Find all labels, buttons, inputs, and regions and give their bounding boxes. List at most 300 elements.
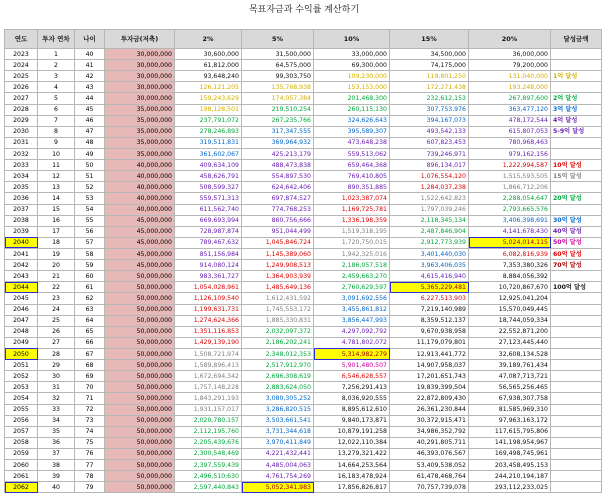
cell-rate-5[interactable]: 624,642,406 — [242, 182, 314, 193]
cell-rate-15[interactable]: 1,284,037,238 — [390, 182, 469, 193]
cell-goal[interactable] — [551, 182, 602, 193]
cell-rate-2[interactable]: 1,054,028,961 — [175, 282, 242, 293]
cell-rate-20[interactable]: 12,925,041,204 — [469, 293, 551, 304]
cell-rate-20[interactable]: 1,866,712,206 — [469, 182, 551, 193]
cell-goal[interactable] — [551, 82, 602, 93]
cell-investment[interactable]: 50,000,000 — [105, 437, 175, 448]
cell-rate-10[interactable]: 33,000,000 — [314, 49, 390, 60]
cell-age[interactable]: 62 — [75, 293, 105, 304]
cell-age[interactable]: 60 — [75, 271, 105, 282]
cell-rate-15[interactable]: 7,219,140,989 — [390, 304, 469, 315]
cell-age[interactable]: 73 — [75, 415, 105, 426]
cell-invest-year[interactable]: 13 — [38, 182, 75, 193]
cell-rate-2[interactable]: 409,634,109 — [175, 160, 242, 171]
cell-rate-10[interactable]: 559,513,062 — [314, 148, 390, 159]
cell-rate-15[interactable]: 61,478,468,764 — [390, 471, 469, 482]
cell-age[interactable]: 44 — [75, 93, 105, 104]
cell-rate-2[interactable]: 278,246,893 — [175, 126, 242, 137]
cell-rate-10[interactable]: 10,879,191,258 — [314, 426, 390, 437]
cell-investment[interactable]: 30,000,000 — [105, 93, 175, 104]
cell-rate-15[interactable]: 3,963,406,035 — [390, 260, 469, 271]
cell-rate-15[interactable]: 34,500,000 — [390, 49, 469, 60]
cell-invest-year[interactable]: 31 — [38, 382, 75, 393]
cell-investment[interactable]: 50,000,000 — [105, 426, 175, 437]
cell-goal[interactable] — [551, 482, 602, 493]
cell-rate-5[interactable]: 135,768,938 — [242, 82, 314, 93]
cell-rate-5[interactable]: 3,503,661,541 — [242, 415, 314, 426]
cell-investment[interactable]: 50,000,000 — [105, 393, 175, 404]
cell-goal[interactable] — [551, 337, 602, 348]
cell-rate-15[interactable]: 9,670,938,958 — [390, 326, 469, 337]
cell-rate-2[interactable]: 851,156,984 — [175, 248, 242, 259]
cell-age[interactable]: 48 — [75, 137, 105, 148]
cell-age[interactable]: 40 — [75, 49, 105, 60]
cell-rate-20[interactable]: 15,570,049,445 — [469, 304, 551, 315]
cell-invest-year[interactable]: 12 — [38, 171, 75, 182]
cell-rate-15[interactable]: 19,839,399,504 — [390, 382, 469, 393]
header-year[interactable]: 연도 — [5, 30, 38, 49]
cell-rate-15[interactable]: 2,912,773,939 — [390, 237, 469, 248]
cell-age[interactable]: 43 — [75, 82, 105, 93]
cell-rate-5[interactable]: 1,745,553,172 — [242, 304, 314, 315]
cell-rate-20[interactable]: 1,222,994,587 — [469, 160, 551, 171]
cell-rate-5[interactable]: 488,473,838 — [242, 160, 314, 171]
cell-goal[interactable]: 15억 달성 — [551, 171, 602, 182]
cell-rate-10[interactable]: 5,314,982,279 — [314, 348, 390, 359]
cell-goal[interactable] — [551, 204, 602, 215]
cell-investment[interactable]: 50,000,000 — [105, 460, 175, 471]
cell-goal[interactable]: 20억 달성 — [551, 193, 602, 204]
cell-year[interactable]: 2029 — [5, 115, 38, 126]
cell-investment[interactable]: 45,000,000 — [105, 260, 175, 271]
cell-rate-10[interactable]: 3,091,692,556 — [314, 293, 390, 304]
cell-investment[interactable]: 50,000,000 — [105, 482, 175, 493]
cell-rate-10[interactable]: 6,546,628,557 — [314, 371, 390, 382]
cell-rate-2[interactable]: 1,508,721,974 — [175, 348, 242, 359]
cell-rate-5[interactable]: 3,286,820,515 — [242, 404, 314, 415]
cell-rate-20[interactable]: 267,897,600 — [469, 93, 551, 104]
cell-invest-year[interactable]: 22 — [38, 282, 75, 293]
cell-rate-5[interactable]: 4,761,754,269 — [242, 471, 314, 482]
cell-invest-year[interactable]: 29 — [38, 360, 75, 371]
cell-rate-2[interactable]: 559,571,313 — [175, 193, 242, 204]
cell-year[interactable]: 2062 — [5, 482, 38, 493]
cell-age[interactable]: 46 — [75, 115, 105, 126]
cell-rate-5[interactable]: 369,964,932 — [242, 137, 314, 148]
cell-goal[interactable] — [551, 49, 602, 60]
cell-rate-15[interactable]: 74,175,000 — [390, 60, 469, 71]
cell-age[interactable]: 77 — [75, 460, 105, 471]
cell-rate-10[interactable]: 2,186,057,518 — [314, 260, 390, 271]
cell-goal[interactable]: 10억 달성 — [551, 160, 602, 171]
cell-investment[interactable]: 50,000,000 — [105, 271, 175, 282]
cell-year[interactable]: 2044 — [5, 282, 38, 293]
cell-rate-20[interactable]: 10,720,867,670 — [469, 282, 551, 293]
cell-goal[interactable] — [551, 137, 602, 148]
cell-investment[interactable]: 40,000,000 — [105, 160, 175, 171]
cell-age[interactable]: 41 — [75, 60, 105, 71]
cell-year[interactable]: 2034 — [5, 171, 38, 182]
cell-rate-10[interactable]: 4,297,092,792 — [314, 326, 390, 337]
cell-age[interactable]: 71 — [75, 393, 105, 404]
cell-goal[interactable] — [551, 426, 602, 437]
cell-age[interactable]: 65 — [75, 326, 105, 337]
cell-rate-2[interactable]: 2,397,559,439 — [175, 460, 242, 471]
cell-investment[interactable]: 50,000,000 — [105, 293, 175, 304]
cell-age[interactable]: 59 — [75, 260, 105, 271]
cell-goal[interactable] — [551, 382, 602, 393]
cell-age[interactable]: 61 — [75, 282, 105, 293]
cell-age[interactable]: 54 — [75, 204, 105, 215]
cell-invest-year[interactable]: 5 — [38, 93, 75, 104]
cell-invest-year[interactable]: 26 — [38, 326, 75, 337]
cell-age[interactable]: 55 — [75, 215, 105, 226]
cell-invest-year[interactable]: 28 — [38, 348, 75, 359]
cell-rate-5[interactable]: 99,303,750 — [242, 71, 314, 82]
cell-rate-20[interactable]: 47,087,713,721 — [469, 371, 551, 382]
cell-rate-15[interactable]: 1,076,554,120 — [390, 171, 469, 182]
cell-rate-15[interactable]: 22,872,809,430 — [390, 393, 469, 404]
cell-rate-15[interactable]: 5,365,229,481 — [390, 282, 469, 293]
cell-year[interactable]: 2037 — [5, 204, 38, 215]
cell-rate-2[interactable]: 361,602,067 — [175, 148, 242, 159]
cell-invest-year[interactable]: 1 — [38, 49, 75, 60]
cell-rate-15[interactable]: 70,757,739,078 — [390, 482, 469, 493]
cell-rate-5[interactable]: 31,500,000 — [242, 49, 314, 60]
cell-rate-10[interactable]: 16,183,478,924 — [314, 471, 390, 482]
cell-invest-year[interactable]: 7 — [38, 115, 75, 126]
cell-rate-20[interactable]: 3,406,398,691 — [469, 215, 551, 226]
cell-rate-15[interactable]: 4,615,416,940 — [390, 271, 469, 282]
cell-goal[interactable]: 40억 달성 — [551, 226, 602, 237]
cell-year[interactable]: 2033 — [5, 160, 38, 171]
cell-goal[interactable] — [551, 148, 602, 159]
cell-rate-10[interactable]: 1,942,325,016 — [314, 248, 390, 259]
cell-invest-year[interactable]: 19 — [38, 248, 75, 259]
cell-rate-10[interactable]: 3,856,447,993 — [314, 315, 390, 326]
cell-rate-2[interactable]: 2,112,195,760 — [175, 426, 242, 437]
cell-rate-5[interactable]: 860,756,666 — [242, 215, 314, 226]
cell-investment[interactable]: 35,000,000 — [105, 104, 175, 115]
cell-rate-5[interactable]: 267,235,766 — [242, 115, 314, 126]
cell-rate-5[interactable]: 1,485,649,136 — [242, 282, 314, 293]
cell-rate-2[interactable]: 1,757,148,228 — [175, 382, 242, 393]
cell-year[interactable]: 2025 — [5, 71, 38, 82]
cell-goal[interactable] — [551, 460, 602, 471]
cell-year[interactable]: 2050 — [5, 348, 38, 359]
cell-rate-5[interactable]: 2,348,012,353 — [242, 348, 314, 359]
cell-age[interactable]: 52 — [75, 182, 105, 193]
cell-investment[interactable]: 35,000,000 — [105, 126, 175, 137]
cell-rate-5[interactable]: 554,897,530 — [242, 171, 314, 182]
cell-goal[interactable] — [551, 360, 602, 371]
cell-rate-10[interactable]: 3,455,861,812 — [314, 304, 390, 315]
cell-rate-5[interactable]: 3,080,305,252 — [242, 393, 314, 404]
cell-year[interactable]: 2032 — [5, 148, 38, 159]
cell-investment[interactable]: 40,000,000 — [105, 204, 175, 215]
cell-age[interactable]: 63 — [75, 304, 105, 315]
cell-investment[interactable]: 50,000,000 — [105, 448, 175, 459]
cell-rate-20[interactable]: 81,585,969,310 — [469, 404, 551, 415]
cell-rate-15[interactable]: 896,134,017 — [390, 160, 469, 171]
cell-rate-10[interactable]: 2,760,629,597 — [314, 282, 390, 293]
cell-rate-2[interactable]: 1,589,896,413 — [175, 360, 242, 371]
cell-rate-15[interactable]: 1,522,642,823 — [390, 193, 469, 204]
cell-rate-5[interactable]: 951,044,499 — [242, 226, 314, 237]
cell-rate-5[interactable]: 174,057,384 — [242, 93, 314, 104]
cell-rate-5[interactable]: 2,696,308,619 — [242, 371, 314, 382]
cell-rate-2[interactable]: 458,626,791 — [175, 171, 242, 182]
cell-investment[interactable]: 35,000,000 — [105, 137, 175, 148]
cell-rate-5[interactable]: 5,052,341,983 — [242, 482, 314, 493]
cell-investment[interactable]: 30,000,000 — [105, 82, 175, 93]
cell-age[interactable]: 67 — [75, 348, 105, 359]
cell-rate-20[interactable]: 244,210,194,187 — [469, 471, 551, 482]
cell-goal[interactable]: 70억 달성 — [551, 260, 602, 271]
header-goal[interactable]: 달성금액 — [551, 30, 602, 49]
cell-year[interactable]: 2040 — [5, 237, 38, 248]
cell-rate-20[interactable]: 131,040,000 — [469, 71, 551, 82]
cell-goal[interactable]: 30억 달성 — [551, 215, 602, 226]
cell-goal[interactable]: 3억 달성 — [551, 104, 602, 115]
cell-rate-20[interactable]: 203,458,495,153 — [469, 460, 551, 471]
cell-year[interactable]: 2036 — [5, 193, 38, 204]
cell-rate-10[interactable]: 153,153,000 — [314, 82, 390, 93]
cell-year[interactable]: 2060 — [5, 460, 38, 471]
cell-rate-5[interactable]: 1,612,431,592 — [242, 293, 314, 304]
cell-year[interactable]: 2056 — [5, 415, 38, 426]
cell-rate-10[interactable]: 5,901,480,507 — [314, 360, 390, 371]
cell-invest-year[interactable]: 8 — [38, 126, 75, 137]
cell-age[interactable]: 72 — [75, 404, 105, 415]
cell-investment[interactable]: 50,000,000 — [105, 326, 175, 337]
cell-rate-5[interactable]: 3,731,344,618 — [242, 426, 314, 437]
cell-rate-20[interactable]: 1,515,593,505 — [469, 171, 551, 182]
cell-year[interactable]: 2052 — [5, 371, 38, 382]
header-rate-15[interactable]: 15% — [390, 30, 469, 49]
cell-rate-20[interactable]: 169,498,745,961 — [469, 448, 551, 459]
cell-investment[interactable]: 50,000,000 — [105, 337, 175, 348]
cell-invest-year[interactable]: 33 — [38, 404, 75, 415]
cell-rate-2[interactable]: 1,843,291,193 — [175, 393, 242, 404]
cell-rate-10[interactable]: 2,459,663,270 — [314, 271, 390, 282]
cell-rate-10[interactable]: 9,840,173,871 — [314, 415, 390, 426]
cell-goal[interactable] — [551, 371, 602, 382]
cell-goal[interactable] — [551, 404, 602, 415]
cell-rate-20[interactable]: 293,112,233,025 — [469, 482, 551, 493]
cell-investment[interactable]: 50,000,000 — [105, 282, 175, 293]
cell-rate-2[interactable]: 1,672,694,342 — [175, 371, 242, 382]
cell-rate-15[interactable]: 40,291,805,711 — [390, 437, 469, 448]
cell-rate-5[interactable]: 2,883,624,050 — [242, 382, 314, 393]
cell-investment[interactable]: 45,000,000 — [105, 215, 175, 226]
cell-rate-2[interactable]: 237,791,072 — [175, 115, 242, 126]
cell-rate-15[interactable]: 3,401,440,030 — [390, 248, 469, 259]
cell-goal[interactable] — [551, 326, 602, 337]
cell-year[interactable]: 2041 — [5, 248, 38, 259]
cell-goal[interactable]: 100억 달성 — [551, 282, 602, 293]
cell-age[interactable]: 68 — [75, 360, 105, 371]
cell-goal[interactable] — [551, 60, 602, 71]
cell-rate-15[interactable]: 232,612,153 — [390, 93, 469, 104]
cell-rate-20[interactable]: 27,123,445,440 — [469, 337, 551, 348]
cell-rate-5[interactable]: 1,364,903,939 — [242, 271, 314, 282]
cell-invest-year[interactable]: 39 — [38, 471, 75, 482]
cell-invest-year[interactable]: 32 — [38, 393, 75, 404]
cell-rate-5[interactable]: 1,885,330,831 — [242, 315, 314, 326]
cell-rate-20[interactable]: 615,807,053 — [469, 126, 551, 137]
cell-rate-20[interactable]: 117,615,795,806 — [469, 426, 551, 437]
cell-rate-15[interactable]: 172,271,438 — [390, 82, 469, 93]
cell-rate-10[interactable]: 13,279,321,422 — [314, 448, 390, 459]
cell-goal[interactable] — [551, 448, 602, 459]
cell-invest-year[interactable]: 18 — [38, 237, 75, 248]
cell-goal[interactable] — [551, 271, 602, 282]
cell-invest-year[interactable]: 16 — [38, 215, 75, 226]
cell-invest-year[interactable]: 24 — [38, 304, 75, 315]
cell-invest-year[interactable]: 25 — [38, 315, 75, 326]
cell-rate-15[interactable]: 34,986,352,792 — [390, 426, 469, 437]
cell-rate-15[interactable]: 394,167,073 — [390, 115, 469, 126]
cell-rate-2[interactable]: 61,812,000 — [175, 60, 242, 71]
cell-age[interactable]: 74 — [75, 426, 105, 437]
header-age[interactable]: 나이 — [75, 30, 105, 49]
cell-rate-20[interactable]: 2,288,054,647 — [469, 193, 551, 204]
cell-rate-2[interactable]: 914,080,124 — [175, 260, 242, 271]
cell-age[interactable]: 45 — [75, 104, 105, 115]
cell-rate-20[interactable]: 8,884,056,392 — [469, 271, 551, 282]
cell-year[interactable]: 2055 — [5, 404, 38, 415]
cell-rate-2[interactable]: 611,562,740 — [175, 204, 242, 215]
cell-rate-20[interactable]: 141,198,954,967 — [469, 437, 551, 448]
cell-rate-10[interactable]: 260,115,130 — [314, 104, 390, 115]
cell-age[interactable]: 50 — [75, 160, 105, 171]
cell-investment[interactable]: 45,000,000 — [105, 237, 175, 248]
cell-age[interactable]: 79 — [75, 482, 105, 493]
header-rate-2[interactable]: 2% — [175, 30, 242, 49]
cell-rate-5[interactable]: 3,970,411,849 — [242, 437, 314, 448]
cell-invest-year[interactable]: 14 — [38, 193, 75, 204]
cell-goal[interactable]: 2억 달성 — [551, 93, 602, 104]
cell-rate-10[interactable]: 659,464,368 — [314, 160, 390, 171]
cell-age[interactable]: 78 — [75, 471, 105, 482]
cell-rate-10[interactable]: 109,230,000 — [314, 71, 390, 82]
cell-rate-10[interactable]: 201,468,300 — [314, 93, 390, 104]
cell-year[interactable]: 2054 — [5, 393, 38, 404]
cell-goal[interactable]: 50억 달성 — [551, 237, 602, 248]
cell-rate-2[interactable]: 1,931,157,017 — [175, 404, 242, 415]
cell-investment[interactable]: 45,000,000 — [105, 226, 175, 237]
cell-rate-2[interactable]: 319,511,831 — [175, 137, 242, 148]
cell-investment[interactable]: 40,000,000 — [105, 171, 175, 182]
cell-rate-2[interactable]: 1,429,139,190 — [175, 337, 242, 348]
cell-rate-15[interactable]: 119,801,250 — [390, 71, 469, 82]
cell-rate-20[interactable]: 67,938,307,758 — [469, 393, 551, 404]
cell-year[interactable]: 2049 — [5, 337, 38, 348]
cell-rate-15[interactable]: 307,753,976 — [390, 104, 469, 115]
header-rate-10[interactable]: 10% — [314, 30, 390, 49]
cell-age[interactable]: 56 — [75, 226, 105, 237]
cell-goal[interactable]: 4억 달성 — [551, 115, 602, 126]
cell-rate-20[interactable]: 363,477,120 — [469, 104, 551, 115]
cell-invest-year[interactable]: 30 — [38, 371, 75, 382]
cell-invest-year[interactable]: 10 — [38, 148, 75, 159]
cell-invest-year[interactable]: 34 — [38, 415, 75, 426]
cell-rate-20[interactable]: 780,968,463 — [469, 137, 551, 148]
cell-rate-20[interactable]: 979,162,156 — [469, 148, 551, 159]
cell-age[interactable]: 64 — [75, 315, 105, 326]
cell-rate-15[interactable]: 30,372,915,471 — [390, 415, 469, 426]
cell-year[interactable]: 2027 — [5, 93, 38, 104]
cell-invest-year[interactable]: 4 — [38, 82, 75, 93]
cell-rate-5[interactable]: 2,032,097,372 — [242, 326, 314, 337]
cell-investment[interactable]: 50,000,000 — [105, 315, 175, 326]
cell-rate-15[interactable]: 493,542,133 — [390, 126, 469, 137]
cell-rate-2[interactable]: 93,648,240 — [175, 71, 242, 82]
cell-age[interactable]: 51 — [75, 171, 105, 182]
cell-rate-10[interactable]: 1,720,750,015 — [314, 237, 390, 248]
cell-rate-10[interactable]: 769,410,805 — [314, 171, 390, 182]
cell-rate-2[interactable]: 2,597,440,843 — [175, 482, 242, 493]
cell-rate-2[interactable]: 669,693,994 — [175, 215, 242, 226]
cell-year[interactable]: 2059 — [5, 448, 38, 459]
cell-invest-year[interactable]: 40 — [38, 482, 75, 493]
cell-rate-2[interactable]: 30,600,000 — [175, 49, 242, 60]
cell-year[interactable]: 2048 — [5, 326, 38, 337]
cell-age[interactable]: 75 — [75, 437, 105, 448]
cell-rate-15[interactable]: 17,201,651,743 — [390, 371, 469, 382]
cell-invest-year[interactable]: 38 — [38, 460, 75, 471]
cell-age[interactable]: 49 — [75, 148, 105, 159]
cell-invest-year[interactable]: 15 — [38, 204, 75, 215]
cell-investment[interactable]: 50,000,000 — [105, 415, 175, 426]
cell-rate-15[interactable]: 2,118,345,134 — [390, 215, 469, 226]
cell-investment[interactable]: 40,000,000 — [105, 182, 175, 193]
cell-age[interactable]: 76 — [75, 448, 105, 459]
cell-year[interactable]: 2053 — [5, 382, 38, 393]
cell-year[interactable]: 2039 — [5, 226, 38, 237]
cell-invest-year[interactable]: 17 — [38, 226, 75, 237]
cell-rate-2[interactable]: 2,496,510,630 — [175, 471, 242, 482]
cell-goal[interactable]: 5-9억 달성 — [551, 126, 602, 137]
cell-invest-year[interactable]: 23 — [38, 293, 75, 304]
cell-rate-2[interactable]: 728,987,874 — [175, 226, 242, 237]
cell-goal[interactable]: 60억 달성 — [551, 248, 602, 259]
cell-rate-10[interactable]: 324,626,643 — [314, 115, 390, 126]
cell-rate-20[interactable]: 2,793,665,576 — [469, 204, 551, 215]
cell-investment[interactable]: 50,000,000 — [105, 371, 175, 382]
cell-year[interactable]: 2035 — [5, 182, 38, 193]
cell-investment[interactable]: 45,000,000 — [105, 248, 175, 259]
header-rate-20[interactable]: 20% — [469, 30, 551, 49]
cell-rate-10[interactable]: 7,256,291,413 — [314, 382, 390, 393]
cell-rate-20[interactable]: 478,172,544 — [469, 115, 551, 126]
cell-investment[interactable]: 35,000,000 — [105, 148, 175, 159]
cell-investment[interactable]: 50,000,000 — [105, 382, 175, 393]
cell-rate-5[interactable]: 64,575,000 — [242, 60, 314, 71]
cell-rate-10[interactable]: 395,589,307 — [314, 126, 390, 137]
cell-rate-20[interactable]: 4,141,678,430 — [469, 226, 551, 237]
cell-investment[interactable]: 50,000,000 — [105, 471, 175, 482]
cell-rate-2[interactable]: 198,128,501 — [175, 104, 242, 115]
cell-year[interactable]: 2043 — [5, 271, 38, 282]
cell-rate-10[interactable]: 14,664,253,564 — [314, 460, 390, 471]
cell-rate-5[interactable]: 697,874,527 — [242, 193, 314, 204]
cell-invest-year[interactable]: 9 — [38, 137, 75, 148]
cell-rate-15[interactable]: 1,797,039,246 — [390, 204, 469, 215]
cell-rate-10[interactable]: 17,856,826,817 — [314, 482, 390, 493]
cell-rate-15[interactable]: 739,246,971 — [390, 148, 469, 159]
